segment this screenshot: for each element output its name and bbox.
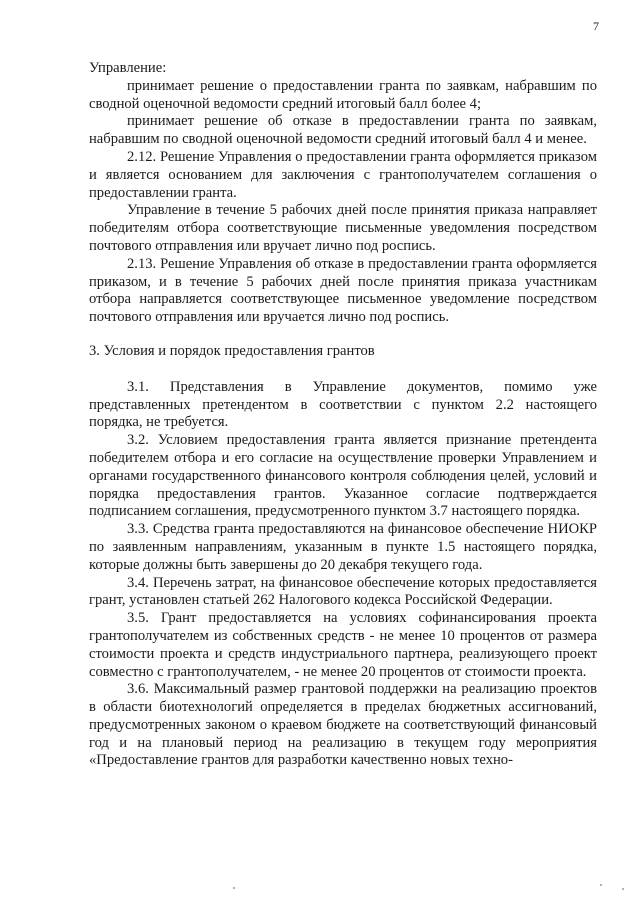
paragraph: 3.1. Представления в Управление документов, помимо уже представленных претендентом в соответствии с пунктом 2.2 настоящего порядка, не требуется. xyxy=(89,378,597,431)
paragraph: 3.4. Перечень затрат, на финансовое обеспечение которых предоставляется грант, установлен статьей 262 Налогового кодекса Российской Федерации. xyxy=(89,574,597,609)
scan-speck xyxy=(600,884,602,886)
paragraph: 3.6. Максимальный размер грантовой поддержки на реализацию проектов в области биотехнологий определяется в пределах бюджетных ассигнований, предусмотренных законом о краевом бюджете на соответствующий финансовый год и на плановый период на реализацию в текущем году мероприятия «Предоставление грантов для разработки качественно новых техно- xyxy=(89,681,597,769)
paragraph: 3.3. Средства гранта предоставляются на финансовое обеспечение НИОКР по заявленным направлениям, указанным в пункте 1.5 настоящего порядка, которые должны быть завершены до 20 декабря текущего года. xyxy=(89,521,597,573)
scan-speck xyxy=(622,888,624,890)
scan-speck xyxy=(233,887,235,889)
paragraph: Управление: xyxy=(89,60,167,76)
paragraph: Управление в течение 5 рабочих дней после принятия приказа направляет победителям отбора соответствующие письменные уведомления посредством почтового отправления или вручает лично под роспись. xyxy=(89,202,597,254)
paragraph: 2.12. Решение Управления о предоставлении гранта оформляется приказом и является основанием для заключения с грантополучателем соглашения о предоставлении гранта. xyxy=(89,148,597,201)
document-body xyxy=(89,60,597,770)
paragraph: принимает решение об отказе в предоставлении гранта по заявкам, набравшим по сводной оценочной ведомости средний итоговый балл 4 и менее. xyxy=(89,113,597,148)
paragraph: 2.13. Решение Управления об отказе в предоставлении гранта оформляется приказом, и в течение 5 рабочих дней после принятия приказа участникам отбора направляется соответствующее письменное уведомление посредством почтового отправления или вручается лично под роспись. xyxy=(89,255,597,326)
section-heading: 3. Условия и порядок предоставления грантов xyxy=(89,342,375,359)
paragraph: принимает решение о предоставлении гранта по заявкам, набравшим по сводной оценочной ведомости средний итоговый балл более 4; xyxy=(89,77,597,112)
page-number: 7 xyxy=(593,19,599,33)
paragraph: 3.2. Условием предоставления гранта является признание претендента победителем отбора и его согласие на осуществление проверки Управлением и органами государственного финансового контроля соблюдения целей, условий и порядка предоставления грантов. Указанное согласие подтверждается подписанием соглашения, предусмотренного пунктом 3.7 настоящего порядка. xyxy=(89,432,597,520)
paragraph: 3.5. Грант предоставляется на условиях софинансирования проекта грантополучателем из собственных средств - не менее 10 процентов от размера стоимости проекта и средств индустриального партнера, реализующего проект совместно с грантополучателем, - не менее 20 процентов от стоимости проекта. xyxy=(89,610,597,680)
